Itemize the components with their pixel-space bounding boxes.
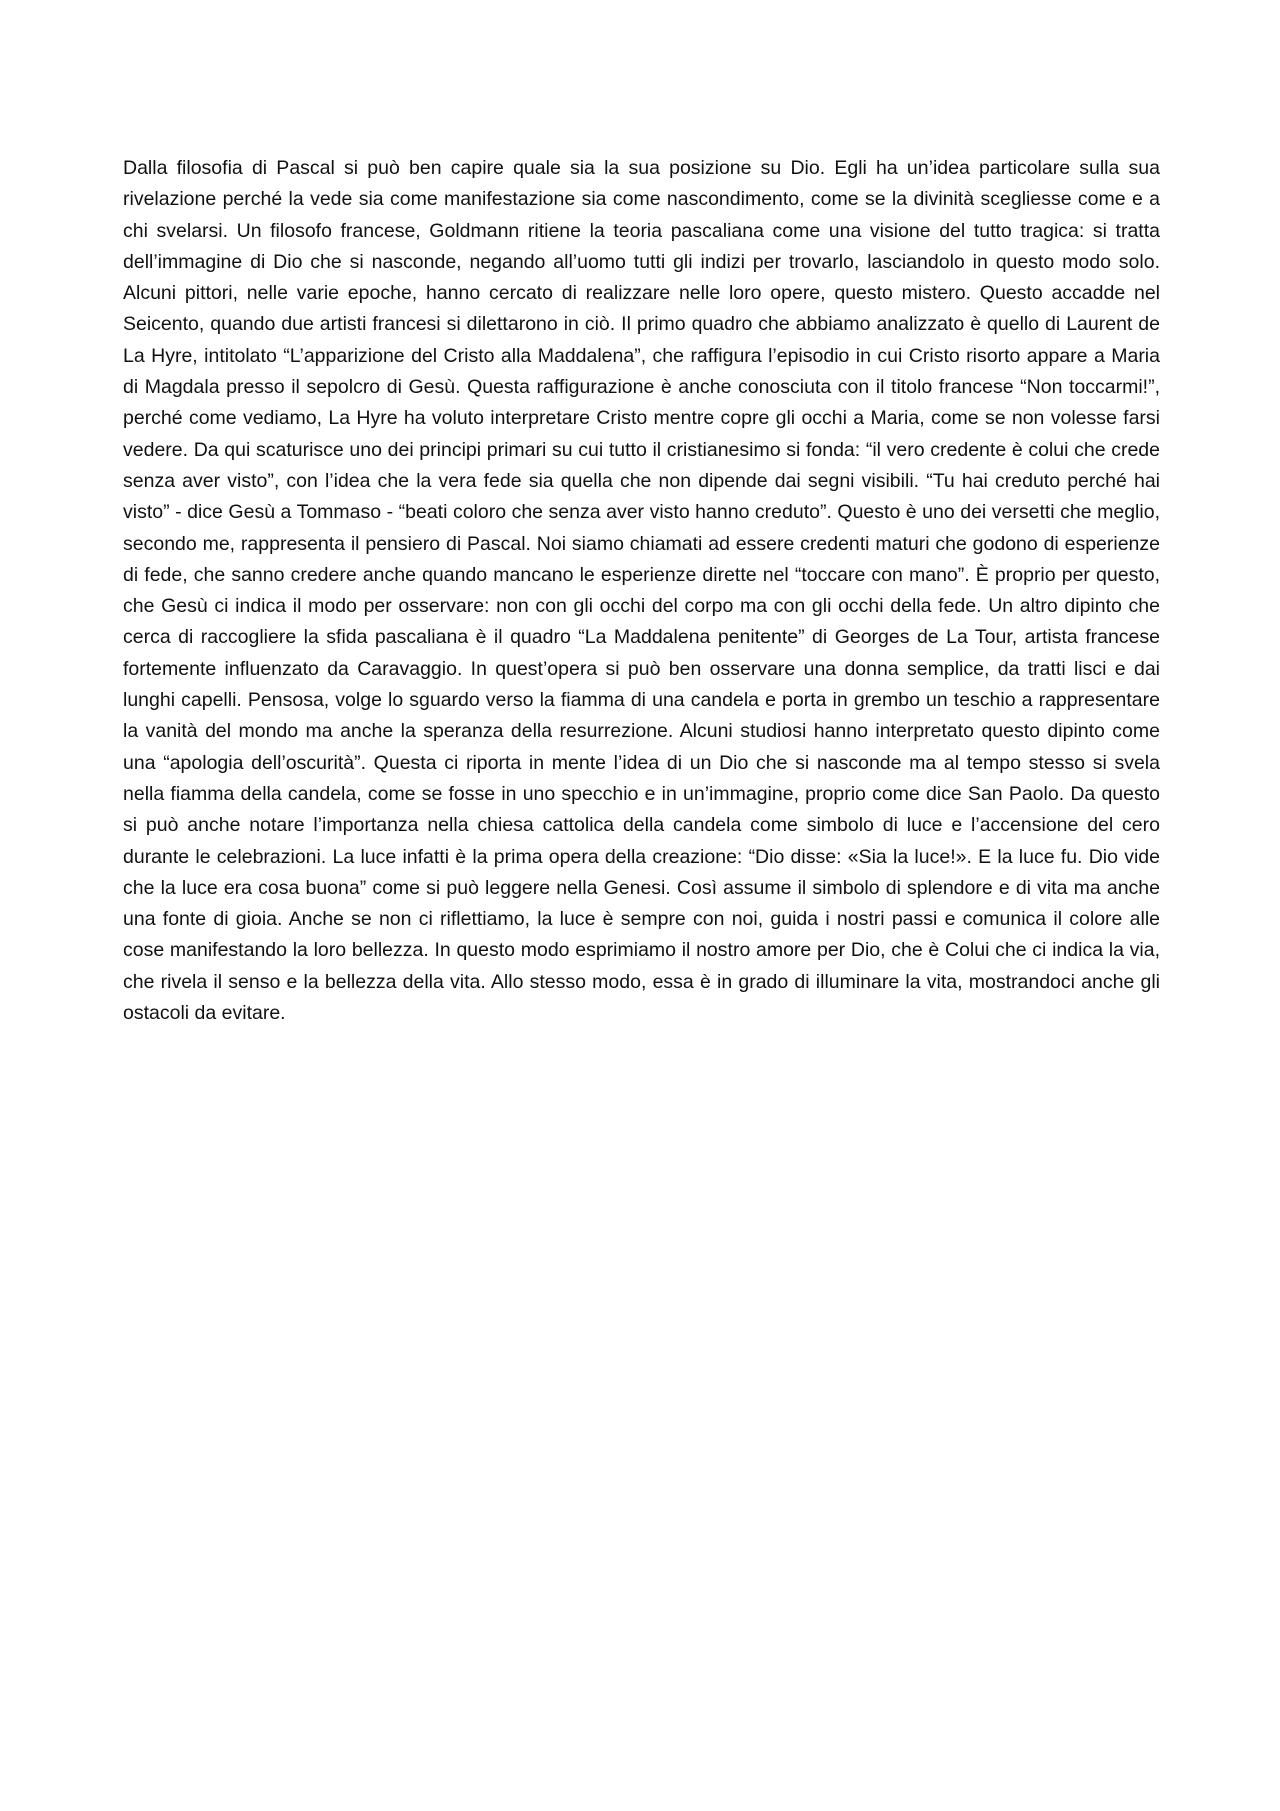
body-paragraph: Dalla filosofia di Pascal si può ben capire quale sia la sua posizione su Dio. Egli ha un’idea particolare sulla sua rivelazione perché la vede sia come manifestazione sia come nascondimento, come se la divinità scegliesse come e a chi svelarsi. Un filosofo francese, Goldmann ritiene la teoria pascaliana come una visione del tutto tragica: si tratta dell’immagine di Dio che si nasconde, negando all’uomo tutti gli indizi per trovarlo, lasciandolo in questo modo solo. Alcuni pittori, nelle varie epoche, hanno cercato di realizzare nelle loro opere, questo mistero. Questo accadde nel Seicento, quando due artisti francesi si dilettarono in ciò. Il primo quadro che abbiamo analizzato è quello di Laurent de La Hyre, intitolato “L’apparizione del Cristo alla Maddalena”, che raffigura l’episodio in cui Cristo risorto appare a Maria di Magdala presso il sepolcro di Gesù. Questa raffigurazione è anche conosciuta con il titolo francese “Non toccarmi!”, perché come vediamo, La Hyre ha voluto interpretare Cristo mentre copre gli occhi a Maria, come se non volesse farsi vedere. Da qui scaturisce uno dei principi primari su cui tutto il cristianesimo si fonda: “il vero credente è colui che crede senza aver visto”, con l’idea che la vera fede sia quella che non dipende dai segni visibili. “Tu hai creduto perché hai visto” - dice Gesù a Tommaso - “beati coloro che senza aver visto hanno creduto”. Questo è uno dei versetti che meglio, secondo me, rappresenta il pensiero di Pascal. Noi siamo chiamati ad essere credenti maturi che godono di esperienze di fede, che sanno credere anche quando mancano le esperienze dirette nel “toccare con mano”. È proprio per questo, che Gesù ci indica il modo per osservare: non con gli occhi del corpo ma con gli occhi della fede. Un altro dipinto che cerca di raccogliere la sfida pascaliana è il quadro “La Maddalena penitente” di Georges de La Tour, artista francese fortemente influenzato da Caravaggio. In quest’opera si può ben osservare una donna semplice, da tratti lisci e dai lunghi capelli. Pensosa, volge lo sguardo verso la fiamma di una candela e porta in grembo un teschio a rappresentare la vanità del mondo ma anche la speranza della resurrezione. Alcuni studiosi hanno interpretato questo dipinto come una “apologia dell’oscurità”. Questa ci riporta in mente l’idea di un Dio che si nasconde ma al tempo stesso si svela nella fiamma della candela, come se fosse in uno specchio e in un’immagine, proprio come dice San Paolo. Da questo si può anche notare l’importanza nella chiesa cattolica della candela come simbolo di luce e l’accensione del cero durante le celebrazioni. La luce infatti è la prima opera della creazione: “Dio disse: «Sia la luce!». E la luce fu. Dio vide che la luce era cosa buona” come si può leggere nella Genesi. Così assume il simbolo di splendore e di vita ma anche una fonte di gioia. Anche se non ci riflettiamo, la luce è sempre con noi, guida i nostri passi e comunica il colore alle cose manifestando la loro bellezza. In questo modo esprimiamo il nostro amore per Dio, che è Colui che ci indica la via, che rivela il senso e la bellezza della vita. Allo stesso modo, essa è in grado di illuminare la vita, mostrandoci anche gli ostacoli da evitare.	[123, 157, 1160, 1025]
